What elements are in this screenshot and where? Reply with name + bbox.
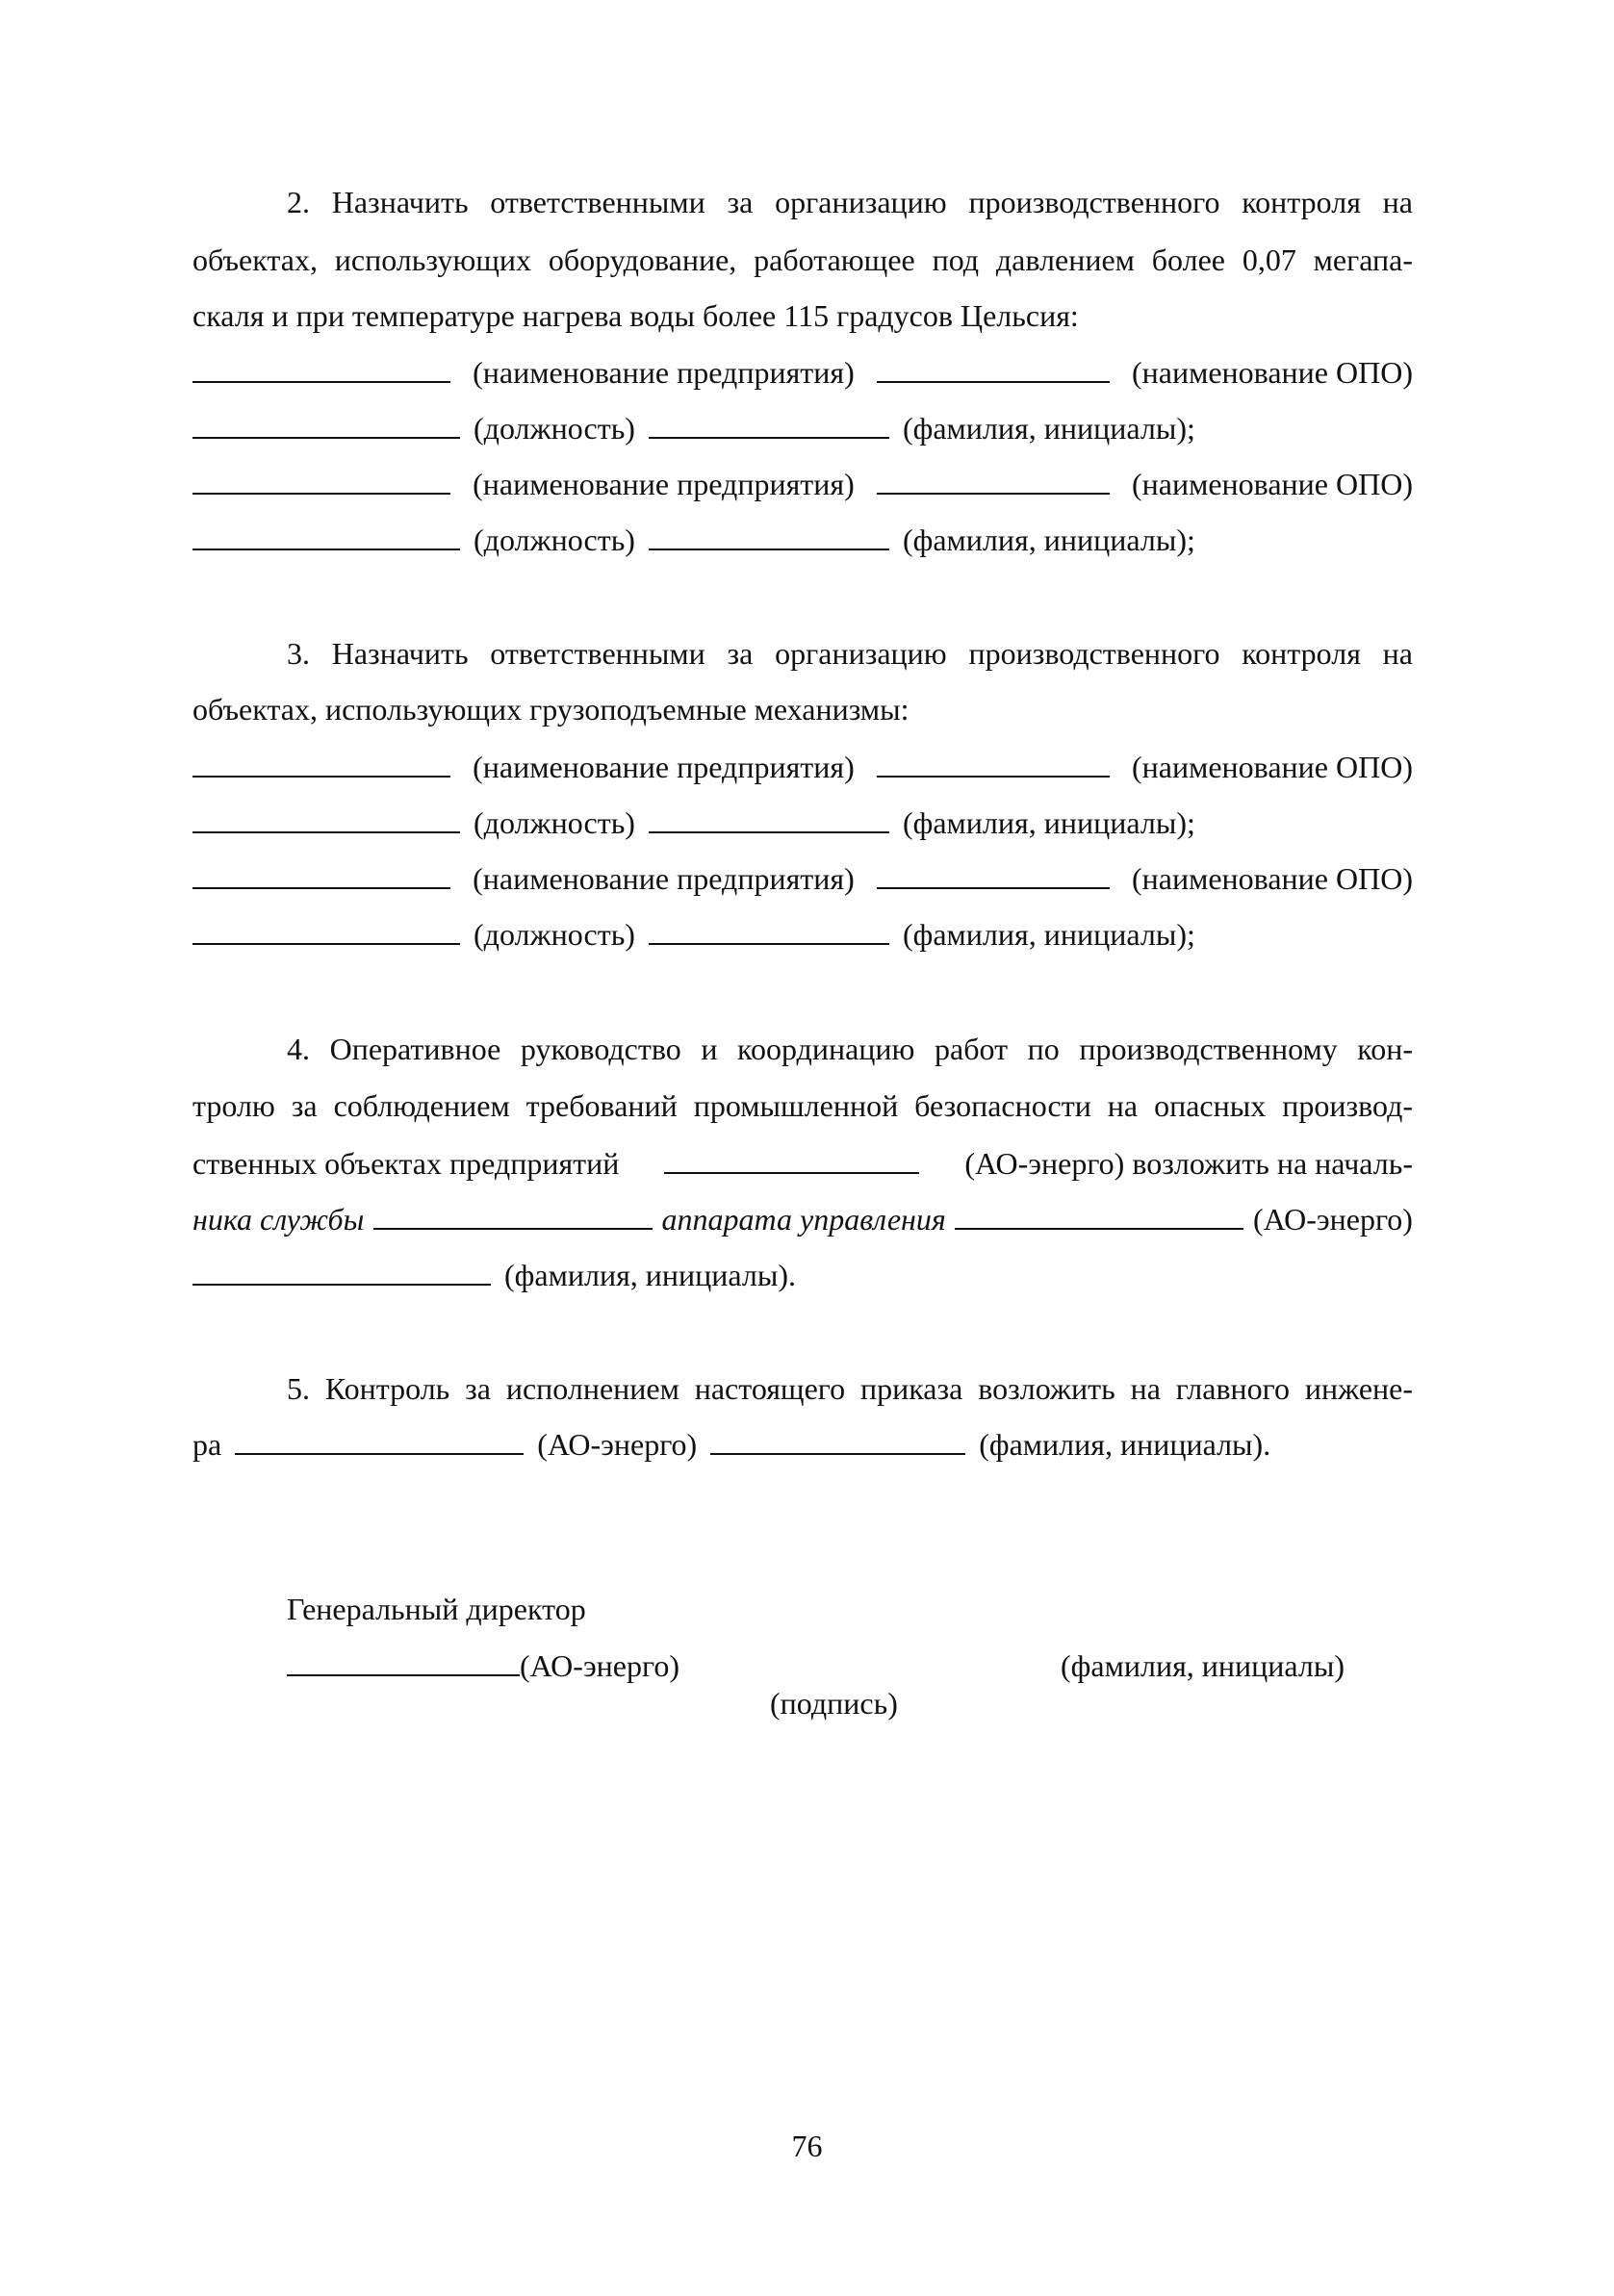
blank-field[interactable] (649, 404, 889, 439)
section4-line5 (192, 1251, 1413, 1299)
section3-form-row2 (192, 799, 1413, 847)
full-name-label: (фамилия, инициалы); (902, 411, 1195, 446)
director-title: Генеральный директор (287, 1592, 586, 1626)
section4-line3-text: ственных объектах предприятий (192, 1146, 620, 1181)
opo-name-label: (наименование ОПО) (1131, 750, 1413, 784)
opo-name-label: (наименование ОПО) (1131, 467, 1413, 501)
section2-form-row4 (192, 516, 1413, 564)
section2-form-row3 (192, 460, 1413, 508)
section4-line4-tail: (АО-энерго) (1252, 1202, 1413, 1237)
section3-form-row3 (192, 855, 1413, 903)
blank-field[interactable] (664, 1139, 919, 1174)
director-name-label: (фамилия, инициалы) (1061, 1648, 1345, 1683)
section5-line1: 5. Контроль за исполнением настоящего приказа возложить на главного инжене- (287, 1371, 1413, 1406)
position-label: (должность) (474, 805, 635, 840)
section3-line2: объектах, использующих грузоподъемные механизмы: (192, 692, 909, 727)
enterprise-name-label: (наименование предприятия) (473, 861, 855, 896)
blank-field[interactable] (192, 799, 460, 833)
blank-field[interactable] (373, 1195, 653, 1230)
opo-name-label: (наименование ОПО) (1131, 861, 1413, 896)
position-label: (должность) (474, 917, 635, 952)
blank-field[interactable] (649, 516, 889, 550)
section2-form-row2 (192, 404, 1413, 452)
section3-form-row1 (192, 743, 1413, 791)
blank-field[interactable] (192, 516, 460, 550)
position-label: (должность) (474, 411, 635, 446)
blank-field[interactable] (877, 348, 1110, 383)
blank-field[interactable] (192, 348, 450, 383)
section3-line1: 3. Назначить ответственными за организацию производственного контроля на (287, 636, 1413, 671)
section3-form-row4 (192, 910, 1413, 958)
blank-field[interactable] (877, 855, 1110, 889)
section4-line4-text: ника службы (192, 1202, 365, 1237)
full-name-label: (фамилия, инициалы); (902, 917, 1195, 952)
signature-label: (подпись) (770, 1686, 898, 1721)
blank-field[interactable] (710, 1420, 965, 1455)
enterprise-name-label: (наименование предприятия) (473, 355, 855, 390)
director-org-label: (АО-энерго) (520, 1648, 679, 1683)
blank-field[interactable] (235, 1420, 524, 1455)
blank-field[interactable] (877, 460, 1110, 495)
section4-line5-text: (фамилия, инициалы). (504, 1258, 797, 1292)
enterprise-name-label: (наименование предприятия) (473, 750, 855, 784)
blank-field[interactable] (192, 1251, 491, 1286)
section5-line2 (192, 1420, 1413, 1468)
section4-line3-tail: (АО-энерго) возложить на началь- (964, 1146, 1413, 1181)
position-label: (должность) (474, 523, 635, 557)
section4-line1: 4. Оперативное руководство и координацию работ по производственному кон- (287, 1032, 1413, 1066)
blank-field[interactable] (877, 743, 1110, 778)
director-org-line (287, 1642, 679, 1690)
section4-line4 (192, 1195, 1413, 1243)
section2-line3: скаля и при температуре нагрева воды более 115 градусов Цельсия: (192, 298, 1079, 333)
section5-line2-middle: (АО-энерго) (537, 1427, 698, 1462)
section2-line1: 2. Назначить ответственными за организацию производственного контроля на (287, 185, 1413, 219)
blank-field[interactable] (192, 743, 450, 778)
section4-line3 (192, 1139, 1413, 1187)
blank-field[interactable] (192, 855, 450, 889)
section2-form-row1 (192, 348, 1413, 396)
blank-field[interactable] (192, 460, 450, 495)
section5-line2-text: ра (192, 1427, 222, 1462)
blank-field[interactable] (192, 910, 460, 945)
enterprise-name-label: (наименование предприятия) (473, 467, 855, 501)
section4-line2: тролю за соблюдением требований промышленной безопасности на опасных производ- (192, 1088, 1413, 1123)
full-name-label: (фамилия, инициалы); (902, 523, 1195, 557)
section2-line2: объектах, использующих оборудование, работающее под давлением более 0,07 мегапа- (192, 242, 1413, 277)
page-number: 76 (791, 2129, 823, 2163)
full-name-label: (фамилия, инициалы); (902, 805, 1195, 840)
blank-field[interactable] (649, 799, 889, 833)
section4-line4-middle: аппарата управления (661, 1202, 946, 1237)
blank-field[interactable] (649, 910, 889, 945)
section5-line2-tail: (фамилия, инициалы). (979, 1427, 1271, 1462)
blank-field[interactable] (287, 1642, 520, 1676)
blank-field[interactable] (955, 1195, 1243, 1230)
blank-field[interactable] (192, 404, 460, 439)
opo-name-label: (наименование ОПО) (1131, 355, 1413, 390)
